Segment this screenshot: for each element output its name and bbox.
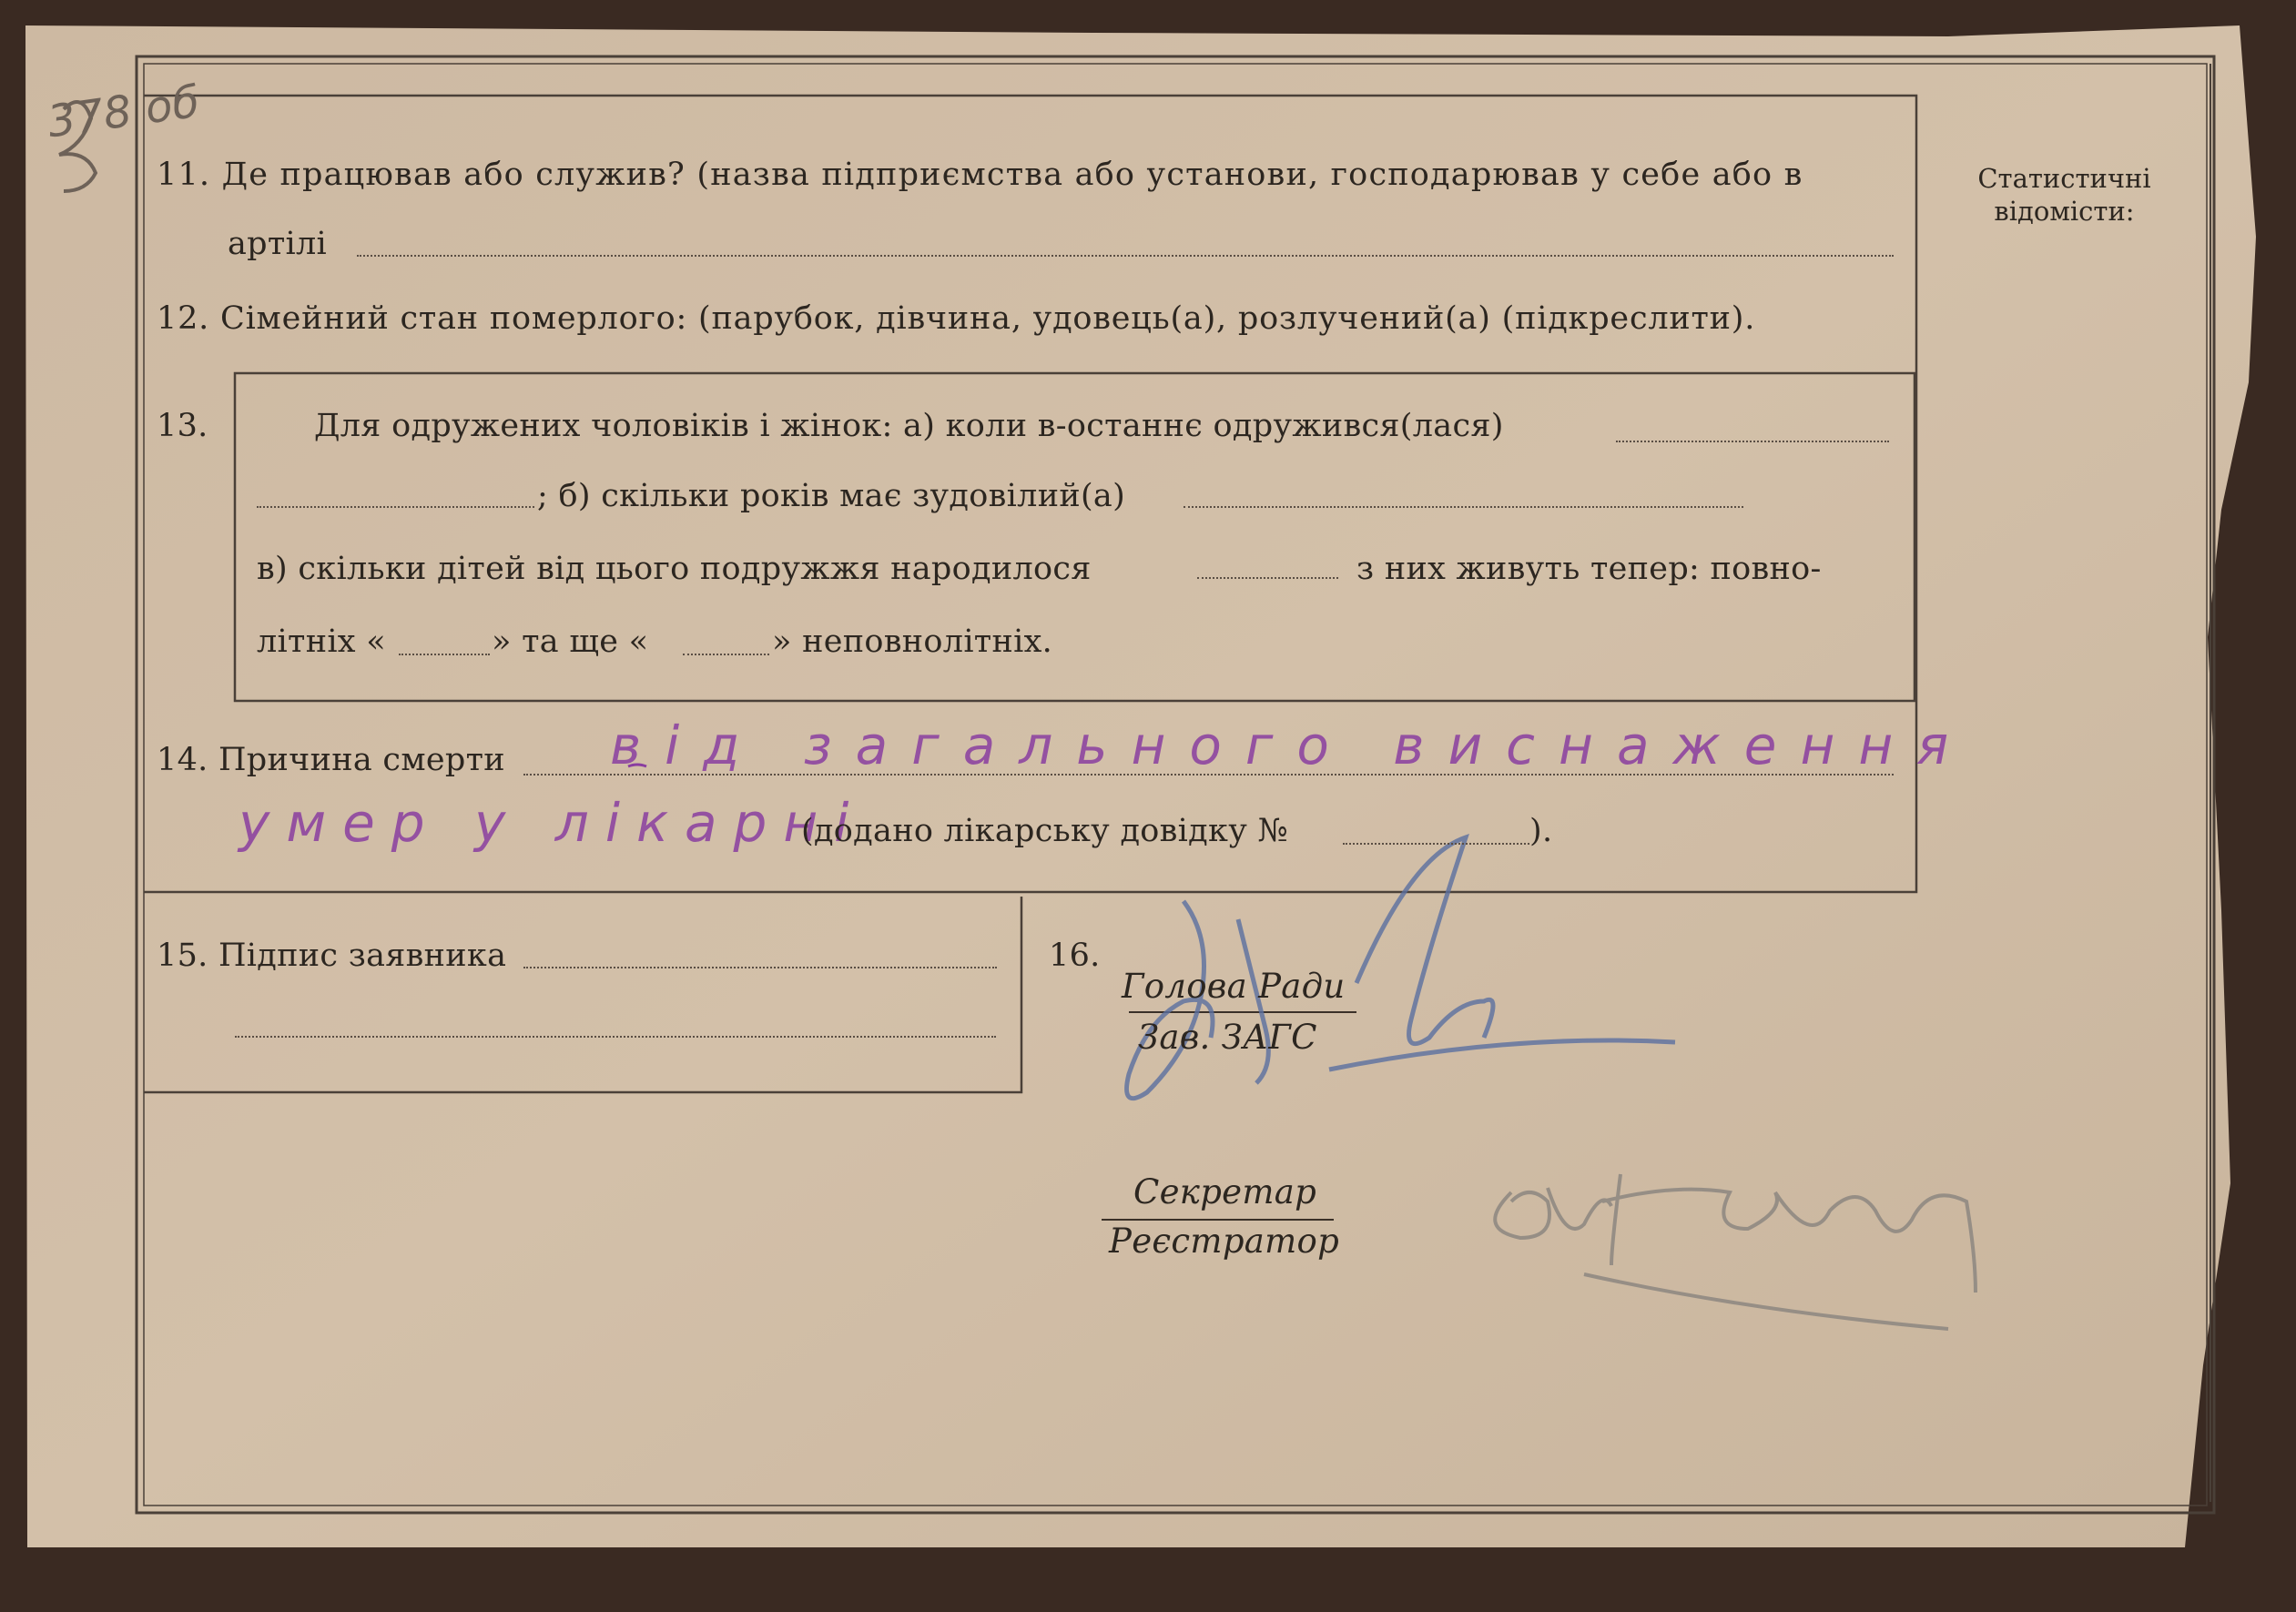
q14-certificate-number-blank: [1343, 843, 1529, 845]
question-13-line-4a: літніх «: [257, 624, 386, 660]
question-13-number: 13.: [157, 408, 208, 444]
question-11-line-2: артілі: [228, 226, 328, 262]
q13-married-date-blank-2: [257, 506, 534, 508]
question-16-number: 16.: [1049, 938, 1101, 974]
registrar-title: Реєстратор: [1109, 1222, 1340, 1261]
question-15: 15. Підпис заявника: [157, 938, 507, 974]
secretary-title: Секретар: [1133, 1172, 1317, 1212]
statistics-header: [1966, 162, 2162, 228]
question-12: 12. Сімейний стан померлого: (парубок, дівчина, удовець(а), розлучений(а) (підкреслити).: [157, 300, 1756, 337]
chairman-title: Голова Ради: [1122, 967, 1346, 1006]
q14-handwritten-place: умер у лікарні: [239, 792, 866, 854]
question-13-line-1: Для одружених чоловіків і жінок: а) коли в-останнє одружився(лася): [314, 408, 1504, 444]
question-13-line-3b: з них живуть тепер: повно-: [1356, 551, 1822, 587]
q14-note-a: (додано лікарську довідку №: [801, 813, 1288, 849]
stat-header-line-2: відомісти:: [1994, 196, 2135, 227]
registry-head-title: Зав. ЗАГС: [1138, 1018, 1317, 1057]
question-14-label: 14. Причина смерти: [157, 742, 505, 778]
q13-children-born-blank: [1197, 577, 1338, 579]
q13-widowed-years-blank: [1184, 506, 1743, 508]
q15-signature-blank: [523, 967, 997, 968]
question-11-line-1: 11. Де працював або служив? (назва підприємства або установи, господарював у себе або в: [157, 157, 1803, 193]
stat-header-line-1: Статистичні: [1977, 163, 2151, 194]
q11-blank: [357, 255, 1894, 257]
q15-signature-blank-2: [235, 1036, 996, 1038]
question-13-line-3a: в) скільки дітей від цього подружжя народилося: [257, 551, 1092, 587]
q13-adult-children-blank: [399, 654, 490, 655]
q13-married-date-blank: [1616, 441, 1889, 442]
q14-note-b: ).: [1529, 813, 1553, 849]
q14-handwritten-cause: від загального виснаження: [610, 715, 1973, 776]
archive-note: 378 об: [44, 76, 203, 148]
question-13-line-4c: » неповнолітніх.: [772, 624, 1053, 660]
question-13-line-2: ; б) скільки років має зудовілий(а): [537, 478, 1126, 514]
question-13-line-4b: » та ще «: [492, 624, 649, 660]
q13-minor-children-blank: [683, 654, 769, 655]
